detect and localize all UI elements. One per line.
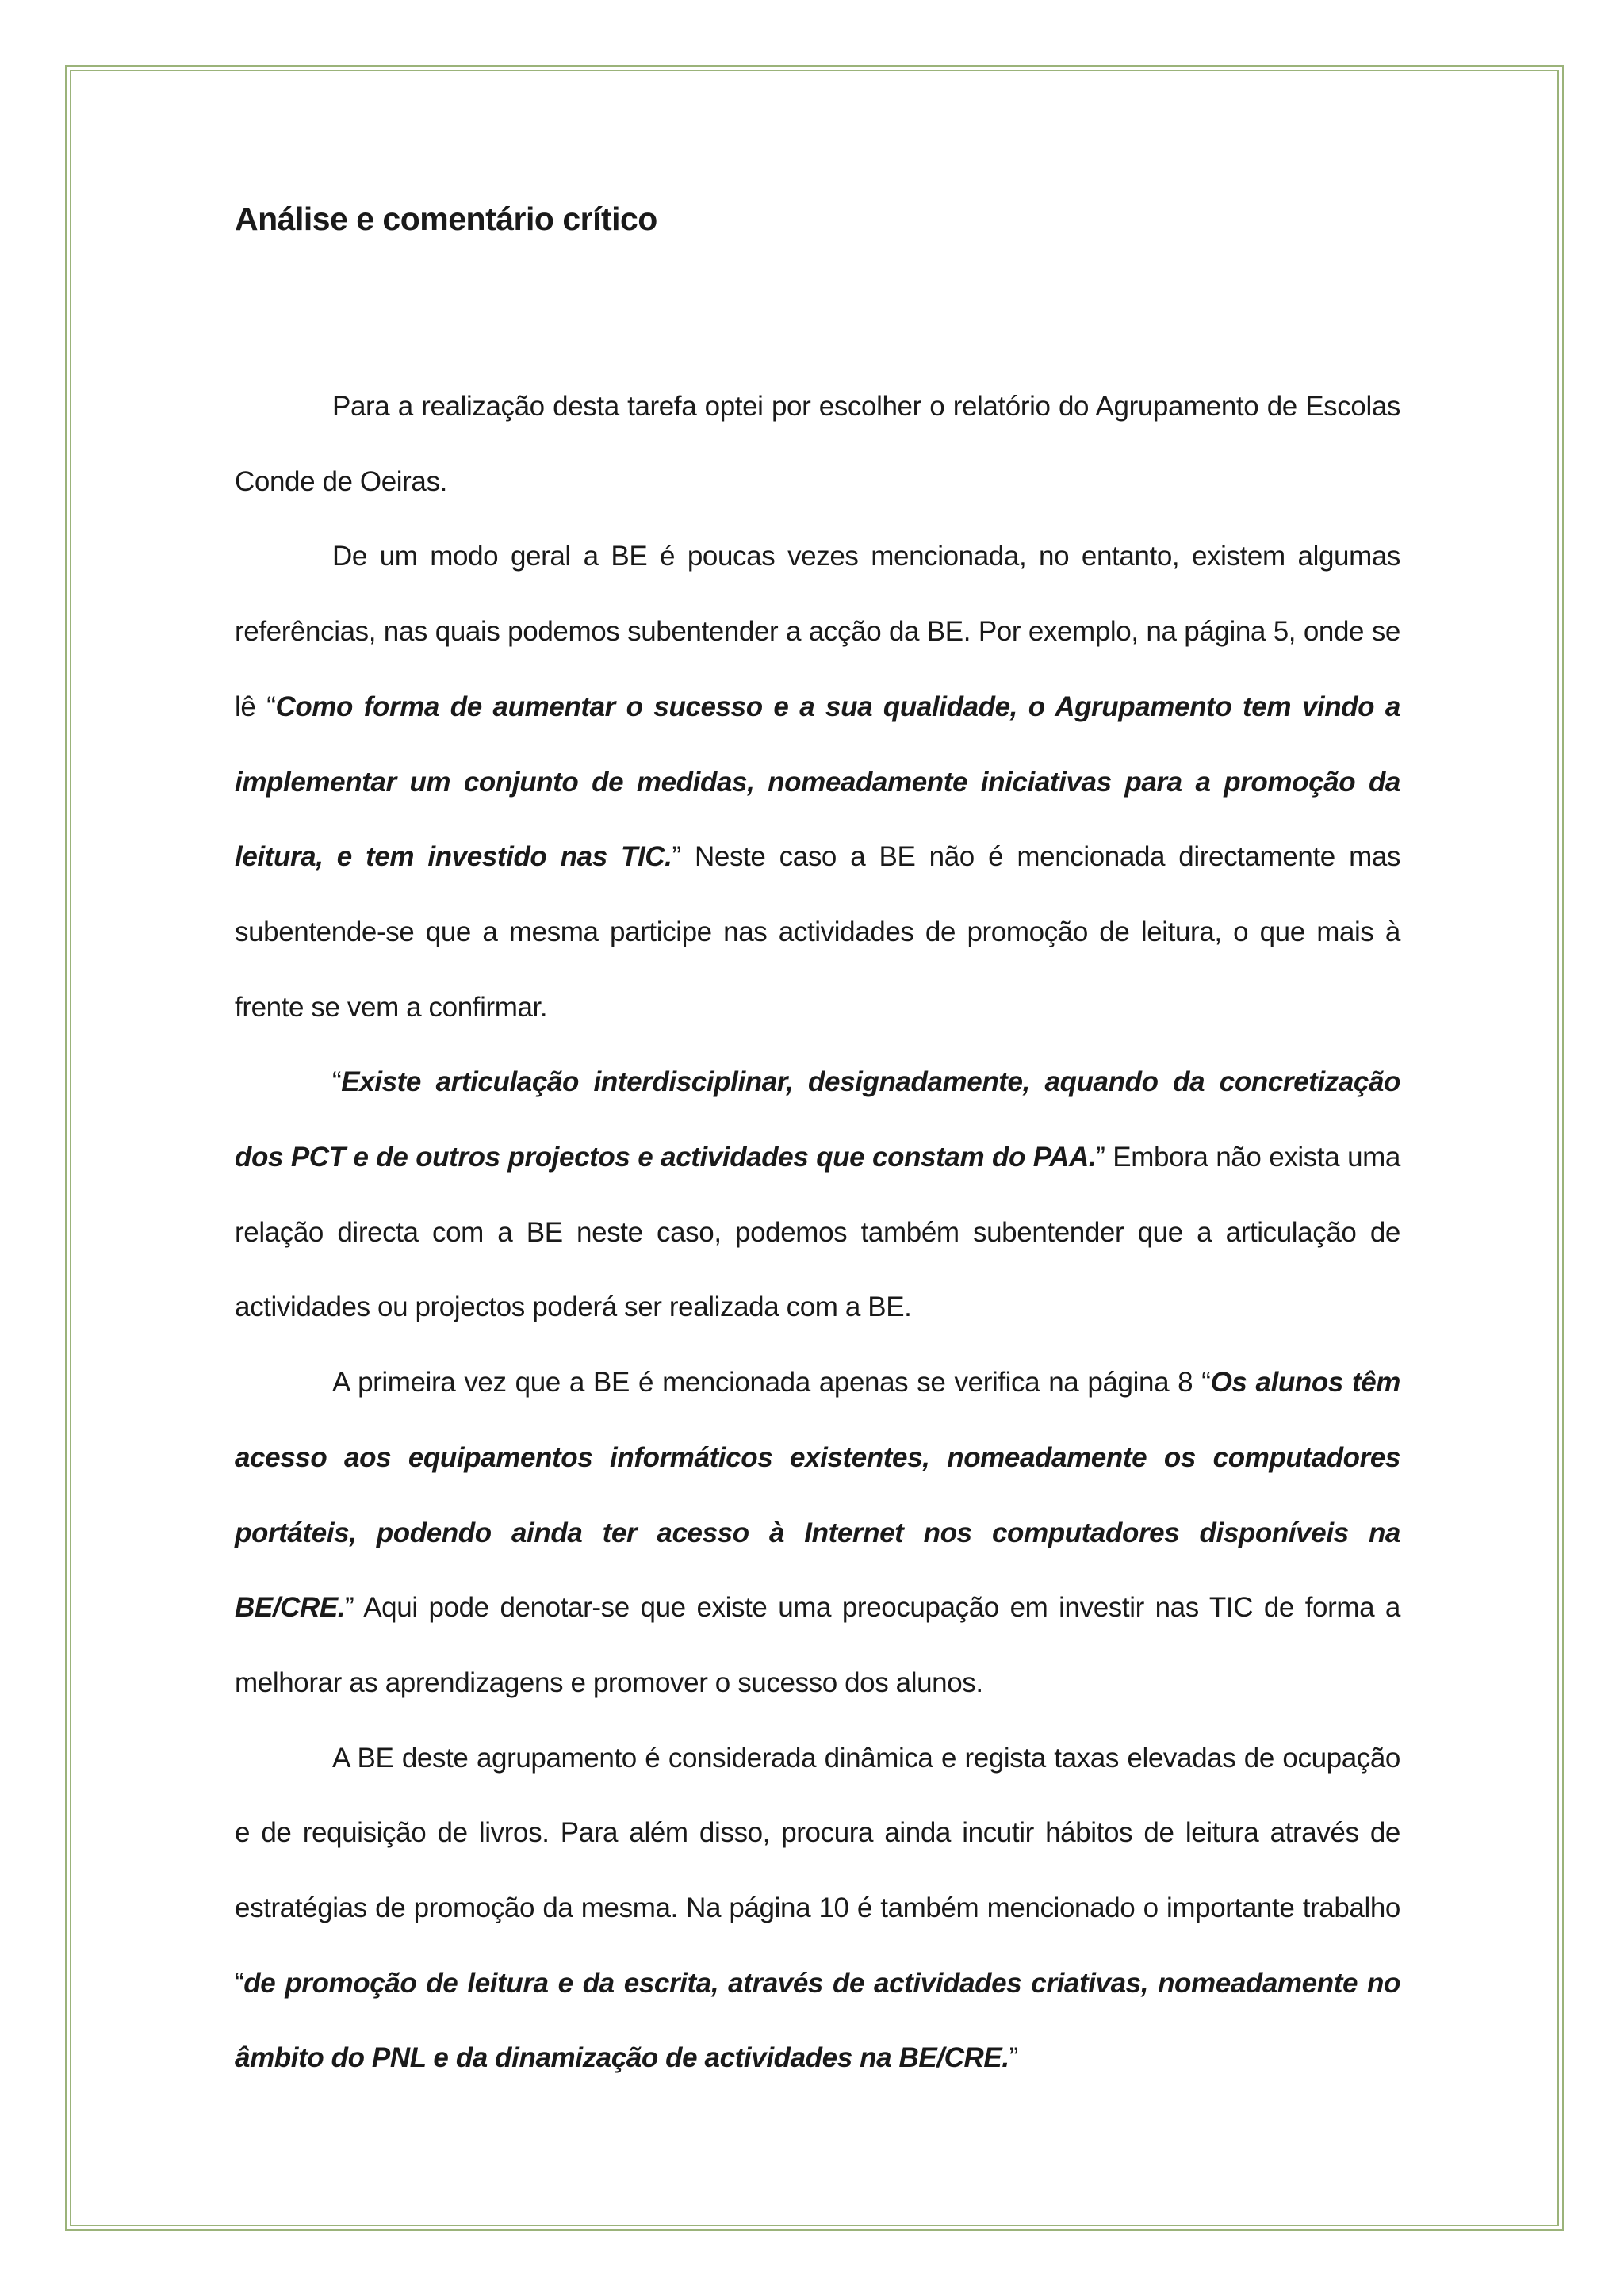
quoted-text: Os alunos têm acesso aos equipamentos informáticos existentes, nomeadamente os computadores portáteis, podendo ainda ter acesso à Internet nos computadores disponíveis na BE/CRE.	[235, 1367, 1400, 1624]
quoted-text: Existe articulação interdisciplinar, designadamente, aquando da concretização dos PCT e de outros projectos e actividades que constam do PAA.	[235, 1066, 1400, 1173]
quoted-text: Como forma de aumentar o sucesso e a sua qualidade, o Agrupamento tem vindo a implementar um conjunto de medidas, nomeadamente iniciativas para a promoção da leitura, e tem investido nas TIC.	[235, 691, 1400, 873]
body-text: ” Embora não exista uma relação directa com a BE neste caso, podemos também subentender que a articulação de actividades ou projectos poderá ser realizada com a BE.	[235, 1142, 1400, 1323]
quoted-text: de promoção de leitura e da escrita, através de actividades criativas, nomeadamente no âmbito do PNL e da dinamização de actividades na BE/CRE.	[235, 1967, 1400, 2074]
body-text: A primeira vez que a BE é mencionada apenas se verifica na página 8 “	[332, 1367, 1211, 1399]
body-text: ” Aqui pode denotar-se que existe uma preocupação em investir nas TIC de forma a melhorar as aprendizagens e promover o sucesso dos alunos.	[235, 1592, 1400, 1698]
body-text: Para a realização desta tarefa optei por escolher o relatório do Agrupamento de Escolas Conde de Oeiras.	[235, 391, 1400, 497]
body-text: De um modo geral a BE é poucas vezes mencionada, no entanto, existem algumas referências, nas quais podemos subentender a acção da BE. Por exemplo, na página 5, onde se lê “	[235, 541, 1400, 722]
paragraph-2	[235, 519, 1400, 1045]
body-text: ”	[1009, 2042, 1018, 2074]
paragraph-3	[235, 1045, 1400, 1345]
document-body	[235, 187, 1400, 2096]
paragraph-4	[235, 1345, 1400, 1721]
paragraph-5	[235, 1721, 1400, 2097]
paragraph-1	[235, 369, 1400, 519]
body-text: A BE deste agrupamento é considerada dinâmica e regista taxas elevadas de ocupação e de requisição de livros. Para além disso, procura ainda incutir hábitos de leitura através de estratégias de promoção da mesma. Na página 10 é também mencionado o importante trabalho “	[235, 1742, 1400, 1999]
body-text: ” Neste caso a BE não é mencionada directamente mas subentende-se que a mesma participe nas actividades de promoção de leitura, o que mais à frente se vem a confirmar.	[235, 841, 1400, 1023]
body-text: “	[332, 1066, 342, 1098]
paragraph-list	[235, 369, 1400, 2096]
document-title: Análise e comentário crítico	[235, 201, 657, 237]
